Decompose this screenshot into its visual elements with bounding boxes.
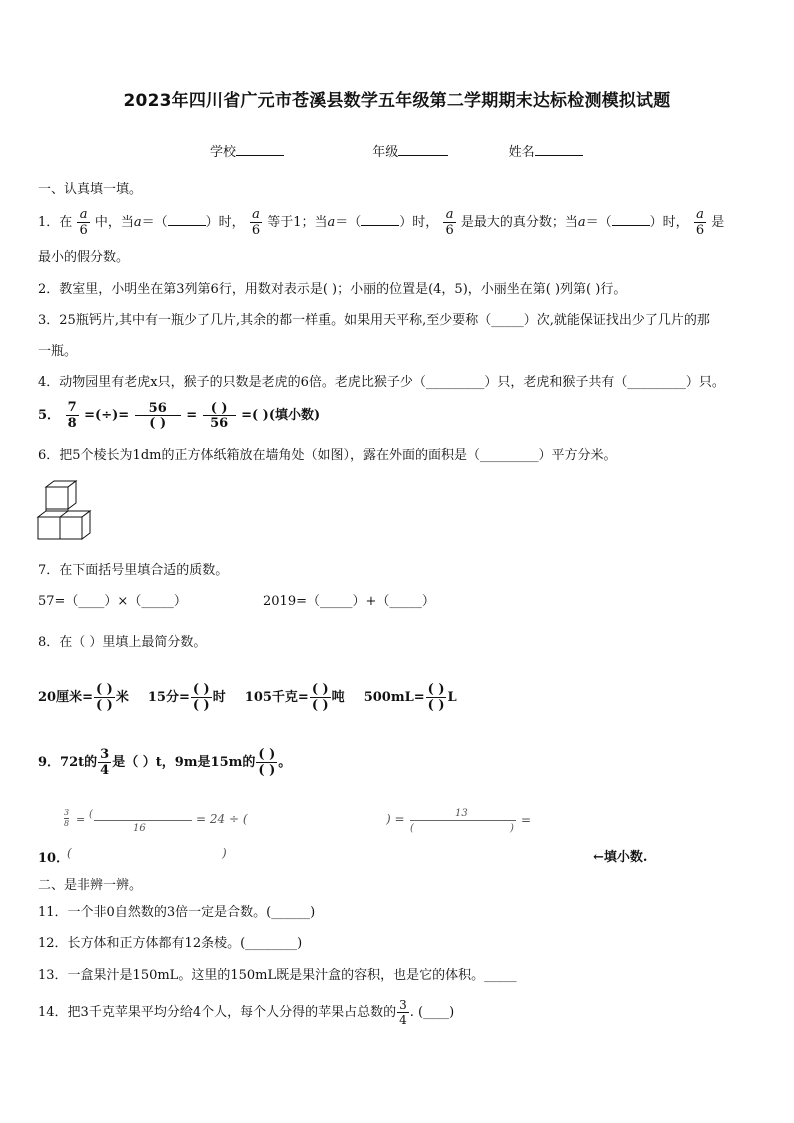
question-2: 2．教室里，小明坐在第3列第6行，用数对表示是( )；小丽的位置是(4，5)，小丽坐在第( )列第( )行。	[38, 282, 627, 297]
q10-denominator-16: 16	[133, 823, 146, 834]
question-4: 4．动物园里有老虎x只，猴子的只数是老虎的6倍。老虎比猴子少（_________）只，老虎和猴子共有（_________）只。	[38, 375, 725, 390]
q10-close-paren-2: )	[510, 823, 514, 834]
question-10-hint: ←填小数.	[593, 850, 648, 865]
question-8: 8．在（ ）里填上最简分数。	[38, 635, 207, 650]
name-blank[interactable]	[535, 141, 583, 156]
blank-fraction[interactable]: $\frac{( )}{( )}$	[192, 682, 210, 713]
page-title: 2023年四川省广元市苍溪县数学五年级第二学期期末达标检测模拟试题	[123, 91, 671, 111]
grade-label: 年级	[372, 145, 399, 160]
q10-close-paren: ) =	[386, 812, 405, 826]
blank-fraction[interactable]: $\frac{( )}{( )}$	[427, 682, 445, 713]
fraction-3-4: $\frac{3}{4}$	[100, 747, 110, 778]
blank-fraction[interactable]: $\frac{( )}{( )}$	[311, 682, 329, 713]
q1-blank-1[interactable]	[168, 211, 206, 226]
fraction-56-blank[interactable]: $\frac{56}{( )}$	[135, 402, 181, 430]
question-3-line-1: 3．25瓶钙片,其中有一瓶少了几片,其余的都一样重。如果用天平称,至少要称（_____）次,就能保证找出少了几片的那	[38, 313, 710, 328]
q10-answer-open[interactable]: (	[67, 846, 72, 860]
question-13: 13．一盒果汁是150mL。这里的150mL既是果汁盒的容积，也是它的体积。_____	[38, 968, 517, 983]
q10-equals-1: =	[76, 813, 86, 826]
question-7b: 2019=（_____）+（_____）	[263, 594, 435, 609]
section-heading-1: 一、认真填一填。	[38, 182, 143, 197]
section-heading-2: 二、是非辨一辨。	[38, 878, 143, 893]
question-9: 9．72t的 $\frac{3}{4}$ 是（ ）t，9m是15m的 $\frac{( )}{( )}$ 。	[38, 747, 292, 778]
question-10-number: 10．	[38, 851, 70, 866]
question-1: 1．在 $\frac{a}{6}$ 中，当a＝（ ）时， $\frac{a}{6}$ 等于1；当a＝（ ）时， $\frac{a}{6}$ 是最大的真分数；当a＝（ ）时， $\frac{a}{6}$ 是	[38, 207, 725, 238]
q10-divide-24[interactable]: = 24 ÷ (	[196, 812, 248, 826]
question-5: 5． $\frac{7}{8}$ =(÷)= $\frac{56}{( )}$ = $\frac{( )}{56}$ =( )(填小数)	[38, 400, 321, 431]
q10-fraction-bar-1[interactable]	[94, 820, 192, 821]
q10-open-paren: (	[89, 809, 93, 820]
blank-fraction[interactable]: $\frac{( )}{( )}$	[258, 747, 276, 778]
q10-open-paren-2: (	[410, 823, 414, 834]
q1-blank-2[interactable]	[361, 211, 399, 226]
fraction-3-4: $\frac{3}{4}$	[399, 998, 407, 1027]
q10-equals-3: =	[521, 813, 532, 827]
question-8-items: 20厘米= $\frac{( )}{( )}$ 米 15分= $\frac{( )}{( )}$ 时 105千克= $\frac{( )}{( )}$ 吨 500mL= $\frac{( )}{( )}$ L	[38, 682, 457, 713]
q10-fraction-3-8: 3 8	[64, 808, 70, 828]
blank-fraction[interactable]: $\frac{( )}{( )}$	[95, 682, 113, 713]
q10-answer-close[interactable]: )	[222, 846, 227, 860]
cube-stack-figure	[36, 479, 104, 543]
question-7a: 57=（____）×（_____）	[38, 594, 187, 609]
fraction-a-over-6: $\frac{a}{6}$	[445, 207, 454, 238]
q1-blank-3[interactable]	[612, 211, 650, 226]
question-14: 14．把3千克苹果平均分给4个人，每个人分得的苹果占总数的 $\frac{3}{4}$ . (____)	[38, 998, 455, 1027]
question-6: 6．把5个棱长为1dm的正方体纸箱放在墙角处（如图），露在外面的面积是（_________）平方分米。	[38, 448, 617, 463]
name-label: 姓名	[508, 145, 535, 160]
q10-numerator-13: 13	[455, 808, 468, 819]
question-11: 11．一个非0自然数的3倍一定是合数。(______)	[38, 905, 316, 920]
school-label: 学校	[210, 145, 237, 160]
fraction-a-over-6: $\frac{a}{6}$	[251, 207, 261, 238]
school-blank[interactable]	[236, 141, 284, 156]
fraction-a-over-6: $\frac{a}{6}$	[79, 207, 88, 238]
question-12: 12．长方体和正方体都有12条棱。(________)	[38, 936, 303, 951]
student-info	[210, 141, 583, 162]
fraction-a-over-6: $\frac{a}{6}$	[695, 207, 705, 238]
question-7: 7．在下面括号里填合适的质数。	[38, 563, 229, 578]
fraction-7-8: $\frac{7}{8}$	[67, 400, 77, 431]
q10-fraction-bar-2[interactable]	[410, 820, 516, 821]
fraction-blank-56[interactable]: $\frac{( )}{56}$	[203, 402, 236, 430]
grade-blank[interactable]	[398, 141, 448, 156]
question-3-line-2: 一瓶。	[38, 344, 78, 359]
question-1-line-2: 最小的假分数。	[38, 250, 130, 265]
